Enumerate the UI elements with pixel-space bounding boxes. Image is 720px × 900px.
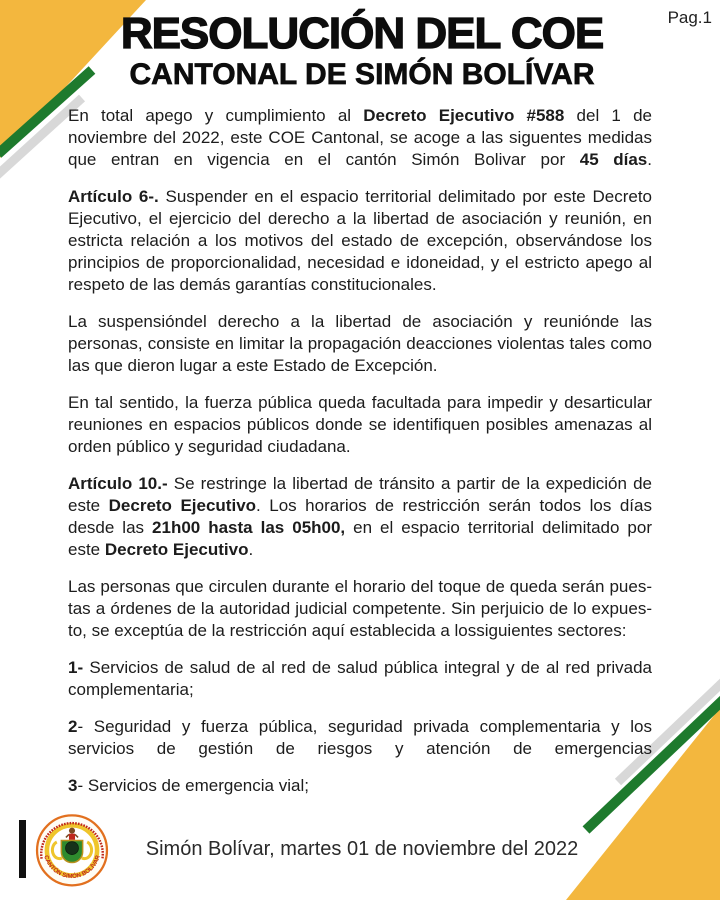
paragraph-articulo-10 xyxy=(68,473,652,561)
page-subtitle: CANTONAL DE SIMÓN BOLÍVAR xyxy=(129,58,595,91)
paragraph-toque-de-queda xyxy=(68,576,652,642)
text-segment: Las personas que circulen durante el horario del toque de queda serán pues-tas a órdenes de la autoridad judicial competente. Sin perjuicio de lo expues-to, se exceptúa de la restricción aquí establecida a lossiguientes sectores: xyxy=(68,577,652,640)
paragraph-fuerza-publica xyxy=(68,392,652,458)
text-segment: . xyxy=(647,150,652,169)
text-segment: . Los horarios de restricción serán todos los días desde las xyxy=(68,496,652,537)
paragraph-suspension xyxy=(68,311,652,377)
seal-caption-text: CANTÓN SIMÓN BOLÍVAR xyxy=(42,854,102,881)
paragraph-articulo-6 xyxy=(68,186,652,296)
text-segment: - Servicios de emergencia vial; xyxy=(77,776,309,795)
text-segment: 45 días xyxy=(579,150,648,169)
text-segment: En total apego y cumplimiento al xyxy=(68,106,364,125)
document-body xyxy=(68,105,652,812)
text-segment: Decreto Ejecutivo xyxy=(104,540,249,559)
text-segment: 1- xyxy=(68,658,84,677)
text-segment: Suspender en el espacio territorial delimitado por este Decreto Ejecutivo, el ejercicio del derecho a la libertad de asociación y reunión, en estricta relación a los motivos del estado de excepción, observándose los principios de proporcionalidad, necesidad e idoneidad, y el estricto apego al respeto de las demás garantías constitucionales. xyxy=(68,187,652,294)
page-number: Pag.1 xyxy=(667,8,712,27)
text-segment: . xyxy=(248,540,254,559)
paragraph-sector-1 xyxy=(68,657,652,701)
text-segment: del 1 de noviembre del 2022, este COE Cantonal, se acoge a las siguentes medidas que entran en vigencia en el cantón Simón Bolivar por xyxy=(68,106,652,169)
paragraph-sector-3 xyxy=(68,775,652,797)
document-header xyxy=(66,10,658,92)
text-segment: En tal sentido, la fuerza pública queda facultada para impedir y desarticular reuniones en espacios públicos donde se identifiquen posibles amenazas al orden público y seguridad ciudadana. xyxy=(68,393,652,456)
text-segment: en el espacio territorial delimitado por este xyxy=(68,518,653,559)
text-segment: 3 xyxy=(68,776,78,795)
text-segment: Se restringe la libertad de tránsito a partir de la expedición de este xyxy=(68,474,652,515)
text-segment: Decreto Ejecutivo xyxy=(108,496,257,515)
text-segment: La suspensióndel derecho a la libertad de asociación y reuniónde las personas, consiste en limitar la propagación deacciones violentas tales como las que dieron lugar a este Estado de Excepción. xyxy=(68,312,652,375)
seal-figure-head xyxy=(69,828,75,834)
text-segment: 2 xyxy=(68,717,78,736)
text-segment: Decreto Ejecutivo #588 xyxy=(363,106,565,125)
text-segment: 21h00 hasta las 05h00, xyxy=(152,518,346,537)
text-segment: - Seguridad y fuerza pública, seguridad privada complementaria y los servicios de gestión de riesgos y atención de emergencias xyxy=(68,717,652,758)
text-segment: Artículo 10.- xyxy=(68,474,168,493)
footer-accent-bar xyxy=(19,820,26,878)
page-title: RESOLUCIÓN DEL COE xyxy=(120,9,604,58)
text-segment: Artículo 6-. xyxy=(68,187,159,206)
paragraph-intro xyxy=(68,105,652,171)
paragraph-sector-2 xyxy=(68,716,652,760)
dateline: Simón Bolívar, martes 01 de noviembre del 2022 xyxy=(145,838,579,860)
text-segment: Servicios de salud de al red de salud pública integral y de al red privada complementaria; xyxy=(68,658,652,699)
